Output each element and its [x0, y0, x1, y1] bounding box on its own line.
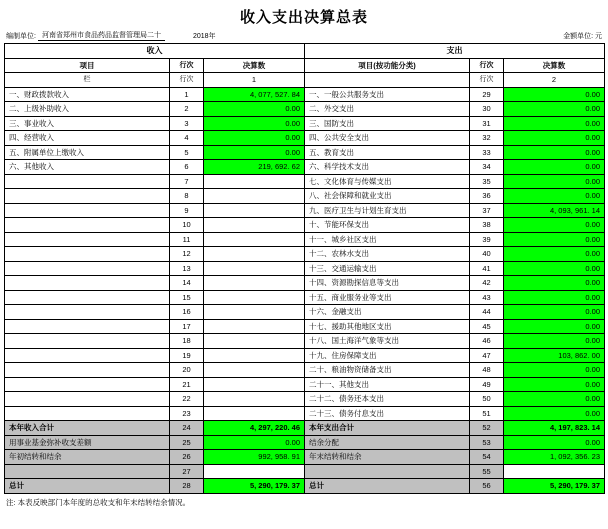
expense-line-cell: 55: [470, 464, 504, 479]
income-line-cell: 27: [170, 464, 204, 479]
expense-value-cell: 0.00: [504, 290, 605, 305]
income-line-cell: 15: [170, 290, 204, 305]
expense-value-cell: 5, 290, 179. 37: [504, 479, 605, 494]
income-value-cell: [204, 319, 305, 334]
expense-line-cell: 32: [470, 131, 504, 146]
expense-item-cell: [305, 464, 470, 479]
income-value-cell: 0.00: [204, 145, 305, 160]
table-row: [5, 203, 605, 218]
income-line-cell: 22: [170, 392, 204, 407]
expense-item-cell: 总计: [305, 479, 470, 494]
expense-group-header: 支出: [305, 44, 605, 59]
income-value-cell: 4, 297, 220. 46: [204, 421, 305, 436]
expense-item-cell: 十七、援助其他地区支出: [305, 319, 470, 334]
income-value-cell: [204, 464, 305, 479]
expense-item-cell: 结余分配: [305, 435, 470, 450]
table-row: [5, 305, 605, 320]
income-item-cell: [5, 261, 170, 276]
income-line-cell: 8: [170, 189, 204, 204]
income-value-cell: 0.00: [204, 435, 305, 450]
expense-item-cell: 十二、农林水支出: [305, 247, 470, 262]
expense-item-cell: 二十二、债务还本支出: [305, 392, 470, 407]
expense-line-cell: 40: [470, 247, 504, 262]
income-line-cell: 4: [170, 131, 204, 146]
income-item-cell: [5, 247, 170, 262]
expense-item-cell: 年末结转和结余: [305, 450, 470, 465]
expense-value-cell: 0.00: [504, 261, 605, 276]
income-line-cell: 5: [170, 145, 204, 160]
income-line-cell: 18: [170, 334, 204, 349]
expense-item-header: 项目(按功能分类): [305, 58, 470, 73]
income-value-cell: [204, 174, 305, 189]
income-value-cell: [204, 305, 305, 320]
expense-line-cell: 39: [470, 232, 504, 247]
income-line-cell: 24: [170, 421, 204, 436]
expense-value-cell: 0.00: [504, 435, 605, 450]
table-row: [5, 116, 605, 131]
income-value-cell: [204, 290, 305, 305]
expense-value-cell: 0.00: [504, 319, 605, 334]
expense-line-cell: 50: [470, 392, 504, 407]
income-item-cell: 本年收入合计: [5, 421, 170, 436]
expense-line-cell: 41: [470, 261, 504, 276]
expense-line-sub: 行次: [470, 73, 504, 88]
income-value-cell: 992, 958. 91: [204, 450, 305, 465]
income-line-header: 行次: [170, 58, 204, 73]
income-line-cell: 19: [170, 348, 204, 363]
income-line-cell: 9: [170, 203, 204, 218]
footnote: 注: 本表反映部门本年度的总收支和年末结转结余情况。: [6, 497, 191, 507]
income-col-number: 1: [204, 73, 305, 88]
income-value-cell: [204, 261, 305, 276]
table-row: [5, 218, 605, 233]
income-value-cell: [204, 348, 305, 363]
income-item-cell: 五、附属单位上缴收入: [5, 145, 170, 160]
income-item-cell: [5, 189, 170, 204]
income-item-header: 项目: [5, 58, 170, 73]
expense-item-cell: 五、教育支出: [305, 145, 470, 160]
income-item-cell: 四、经营收入: [5, 131, 170, 146]
income-line-cell: 26: [170, 450, 204, 465]
table-row: [5, 406, 605, 421]
table-row: [5, 479, 605, 494]
expense-value-cell: 0.00: [504, 406, 605, 421]
expense-col-number: 2: [504, 73, 605, 88]
corner-label: 栏: [5, 73, 170, 88]
income-line-cell: 6: [170, 160, 204, 175]
income-value-cell: 0.00: [204, 116, 305, 131]
page-title: 收入支出决算总表: [239, 8, 368, 26]
income-value-cell: [204, 203, 305, 218]
expense-value-cell: 0.00: [504, 392, 605, 407]
expense-line-cell: 46: [470, 334, 504, 349]
income-item-cell: 用事业基金弥补收支差额: [5, 435, 170, 450]
expense-line-cell: 33: [470, 145, 504, 160]
income-item-cell: [5, 406, 170, 421]
income-item-cell: [5, 464, 170, 479]
expense-item-cell: 十、节能环保支出: [305, 218, 470, 233]
table-row: [5, 276, 605, 291]
table-row: [5, 232, 605, 247]
income-value-cell: 5, 290, 179. 37: [204, 479, 305, 494]
income-value-cell: [204, 406, 305, 421]
expense-item-cell: 十九、住房保障支出: [305, 348, 470, 363]
expense-line-cell: 29: [470, 87, 504, 102]
expense-line-cell: 47: [470, 348, 504, 363]
expense-item-cell: 十一、城乡社区支出: [305, 232, 470, 247]
income-line-cell: 1: [170, 87, 204, 102]
expense-item-cell: 九、医疗卫生与计划生育支出: [305, 203, 470, 218]
income-value-cell: [204, 377, 305, 392]
income-item-cell: 三、事业收入: [5, 116, 170, 131]
column-header-row: [5, 58, 605, 73]
prepared-by-value: 河南省郑州市食品药品监督管理局二十: [38, 30, 165, 41]
expense-item-cell: 八、社会保障和就业支出: [305, 189, 470, 204]
income-value-cell: 4, 077, 527. 84: [204, 87, 305, 102]
expense-value-cell: 0.00: [504, 131, 605, 146]
income-group-header: 收入: [5, 44, 305, 59]
income-value-cell: [204, 276, 305, 291]
income-item-cell: 年初结转和结余: [5, 450, 170, 465]
expense-line-cell: 53: [470, 435, 504, 450]
expense-value-cell: 0.00: [504, 334, 605, 349]
income-item-cell: 总计: [5, 479, 170, 494]
expense-item-cell: 三、国防支出: [305, 116, 470, 131]
expense-item-cell: 七、文化体育与传媒支出: [305, 174, 470, 189]
income-item-cell: [5, 392, 170, 407]
expense-line-cell: 42: [470, 276, 504, 291]
expense-value-cell: [504, 464, 605, 479]
expense-line-cell: 30: [470, 102, 504, 117]
income-line-cell: 25: [170, 435, 204, 450]
expense-line-cell: 37: [470, 203, 504, 218]
income-expense-table: [4, 43, 605, 494]
expense-item-cell: 十五、商业服务业等支出: [305, 290, 470, 305]
table-row: [5, 392, 605, 407]
expense-value-header: 决算数: [504, 58, 605, 73]
expense-line-header: 行次: [470, 58, 504, 73]
income-line-cell: 16: [170, 305, 204, 320]
expense-item-cell: 十四、资源勘探信息等支出: [305, 276, 470, 291]
income-line-cell: 11: [170, 232, 204, 247]
expense-line-cell: 54: [470, 450, 504, 465]
income-item-cell: [5, 377, 170, 392]
expense-value-cell: 0.00: [504, 377, 605, 392]
income-item-cell: [5, 363, 170, 378]
expense-value-cell: 0.00: [504, 247, 605, 262]
expense-item-cell: 二十、粮油物资储备支出: [305, 363, 470, 378]
income-line-cell: 2: [170, 102, 204, 117]
table-row: [5, 421, 605, 436]
table-row: [5, 189, 605, 204]
expense-value-cell: 0.00: [504, 189, 605, 204]
table-row: [5, 450, 605, 465]
expense-value-cell: 4, 093, 961. 14: [504, 203, 605, 218]
income-item-cell: [5, 290, 170, 305]
expense-value-cell: 0.00: [504, 218, 605, 233]
income-line-cell: 28: [170, 479, 204, 494]
income-line-cell: 21: [170, 377, 204, 392]
table-row: [5, 145, 605, 160]
table-row: [5, 319, 605, 334]
income-line-cell: 7: [170, 174, 204, 189]
expense-value-cell: 4, 197, 823. 14: [504, 421, 605, 436]
expense-corner: [305, 73, 470, 88]
expense-line-cell: 43: [470, 290, 504, 305]
table-body: [5, 44, 605, 494]
expense-line-cell: 49: [470, 377, 504, 392]
expense-item-cell: 六、科学技术支出: [305, 160, 470, 175]
meta-left: [6, 30, 216, 41]
expense-item-cell: 二十三、债务付息支出: [305, 406, 470, 421]
expense-item-cell: 一、一般公共服务支出: [305, 87, 470, 102]
table-row: [5, 261, 605, 276]
income-value-cell: [204, 334, 305, 349]
table-row: [5, 160, 605, 175]
table-row: [5, 87, 605, 102]
amount-unit: 金额单位: 元: [563, 33, 602, 40]
expense-line-cell: 51: [470, 406, 504, 421]
income-value-cell: [204, 218, 305, 233]
expense-value-cell: 0.00: [504, 160, 605, 175]
income-line-cell: 20: [170, 363, 204, 378]
income-line-cell: 3: [170, 116, 204, 131]
table-row: [5, 247, 605, 262]
income-value-cell: 0.00: [204, 131, 305, 146]
table-row: [5, 464, 605, 479]
income-value-cell: [204, 363, 305, 378]
income-item-cell: 二、上级补助收入: [5, 102, 170, 117]
expense-line-cell: 44: [470, 305, 504, 320]
expense-item-cell: 本年支出合计: [305, 421, 470, 436]
expense-line-cell: 56: [470, 479, 504, 494]
expense-item-cell: 四、公共安全支出: [305, 131, 470, 146]
income-line-cell: 12: [170, 247, 204, 262]
report-meta: [4, 30, 604, 43]
expense-item-cell: 二十一、其他支出: [305, 377, 470, 392]
expense-line-cell: 34: [470, 160, 504, 175]
expense-item-cell: 十八、国土海洋气象等支出: [305, 334, 470, 349]
expense-value-cell: 103, 862. 00: [504, 348, 605, 363]
income-line-sub: 行次: [170, 73, 204, 88]
expense-value-cell: 1, 092, 356. 23: [504, 450, 605, 465]
income-value-cell: [204, 189, 305, 204]
income-item-cell: [5, 203, 170, 218]
income-value-cell: 219, 692. 62: [204, 160, 305, 175]
table-row: [5, 348, 605, 363]
income-item-cell: 六、其他收入: [5, 160, 170, 175]
income-value-cell: [204, 247, 305, 262]
expense-value-cell: 0.00: [504, 145, 605, 160]
income-item-cell: [5, 348, 170, 363]
expense-line-cell: 31: [470, 116, 504, 131]
income-value-header: 决算数: [204, 58, 305, 73]
income-line-cell: 23: [170, 406, 204, 421]
expense-value-cell: 0.00: [504, 116, 605, 131]
income-item-cell: [5, 334, 170, 349]
income-line-cell: 10: [170, 218, 204, 233]
expense-item-cell: 十三、交通运输支出: [305, 261, 470, 276]
expense-line-cell: 52: [470, 421, 504, 436]
income-item-cell: [5, 218, 170, 233]
income-item-cell: [5, 232, 170, 247]
prepared-by-label: 编制单位:: [6, 33, 36, 40]
income-line-cell: 13: [170, 261, 204, 276]
table-row: [5, 435, 605, 450]
income-item-cell: [5, 305, 170, 320]
expense-line-cell: 45: [470, 319, 504, 334]
expense-line-cell: 48: [470, 363, 504, 378]
expense-value-cell: 0.00: [504, 363, 605, 378]
income-item-cell: [5, 276, 170, 291]
income-item-cell: [5, 174, 170, 189]
income-value-cell: [204, 232, 305, 247]
table-row: [5, 174, 605, 189]
income-line-cell: 17: [170, 319, 204, 334]
expense-value-cell: 0.00: [504, 87, 605, 102]
column-number-row: [5, 73, 605, 88]
income-line-cell: 14: [170, 276, 204, 291]
income-value-cell: [204, 392, 305, 407]
expense-item-cell: 十六、金融支出: [305, 305, 470, 320]
table-row: [5, 363, 605, 378]
expense-line-cell: 38: [470, 218, 504, 233]
expense-item-cell: 二、外交支出: [305, 102, 470, 117]
table-row: [5, 131, 605, 146]
table-row: [5, 377, 605, 392]
table-row: [5, 334, 605, 349]
table-row: [5, 102, 605, 117]
expense-value-cell: 0.00: [504, 276, 605, 291]
expense-value-cell: 0.00: [504, 174, 605, 189]
income-item-cell: [5, 319, 170, 334]
expense-value-cell: 0.00: [504, 102, 605, 117]
expense-line-cell: 35: [470, 174, 504, 189]
income-value-cell: 0.00: [204, 102, 305, 117]
expense-value-cell: 0.00: [504, 305, 605, 320]
expense-value-cell: 0.00: [504, 232, 605, 247]
expense-line-cell: 36: [470, 189, 504, 204]
table-row: [5, 290, 605, 305]
report-year: 2018年: [192, 33, 216, 40]
income-item-cell: 一、财政拨款收入: [5, 87, 170, 102]
group-header-row: [5, 44, 605, 59]
